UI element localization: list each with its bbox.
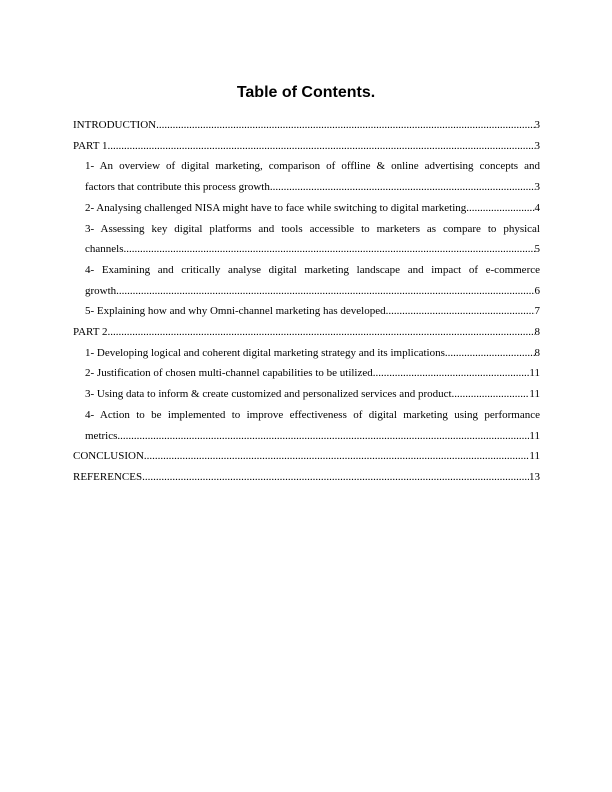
toc-entry-line	[73, 446, 540, 467]
toc-entry-line	[85, 177, 540, 198]
toc-entry-label: 5- Explaining how and why Omni-channel marketing has developed	[85, 305, 386, 318]
toc-entry[interactable]	[85, 363, 540, 384]
toc-entry-text-line: 4- Examining and critically analyse digital marketing landscape and impact of e-commerce	[85, 263, 540, 276]
table-of-contents	[73, 115, 540, 488]
toc-entry-line	[85, 384, 540, 405]
toc-page-number: 11	[529, 429, 540, 442]
toc-entry[interactable]	[85, 405, 540, 446]
toc-page-number: 6	[534, 284, 540, 297]
dot-leader	[108, 322, 535, 343]
dot-leader	[144, 446, 530, 467]
toc-entry[interactable]	[73, 467, 540, 488]
toc-entry-label: growth	[85, 284, 117, 297]
toc-entry-text-line: 1- An overview of digital marketing, comparison of offline & online advertising concepts and	[85, 160, 540, 173]
dot-leader	[466, 198, 534, 219]
toc-entry-label: 2- Analysing challenged NISA might have to face while switching to digital marketing	[85, 201, 467, 214]
toc-entry-line	[73, 322, 540, 343]
toc-page-number: 11	[529, 450, 540, 463]
toc-entry[interactable]	[85, 156, 540, 197]
toc-page-number: 13	[529, 470, 540, 483]
dot-leader	[386, 301, 535, 322]
dot-leader	[117, 426, 529, 447]
toc-entry[interactable]	[85, 384, 540, 405]
toc-entry-line	[85, 281, 540, 302]
toc-entry[interactable]	[73, 115, 540, 136]
dot-leader	[142, 467, 529, 488]
dot-leader	[445, 343, 535, 364]
toc-entry-label: 3- Using data to inform & create customized and personalized services and product	[85, 388, 452, 401]
dot-leader	[373, 363, 530, 384]
toc-entry-line	[85, 301, 540, 322]
dot-leader	[452, 384, 530, 405]
dot-leader	[116, 281, 534, 302]
toc-title: Table of Contents.	[236, 84, 376, 101]
toc-entry-label: metrics	[85, 429, 118, 442]
toc-entry-label: PART 2	[73, 326, 108, 339]
toc-entry-line	[85, 363, 540, 384]
toc-page-number: 4	[534, 201, 540, 214]
toc-entry-line	[73, 136, 540, 157]
toc-entry[interactable]	[85, 198, 540, 219]
toc-entry[interactable]	[85, 301, 540, 322]
toc-entry-line	[73, 115, 540, 136]
toc-page-number: 3	[534, 139, 540, 152]
toc-entry[interactable]	[85, 219, 540, 260]
toc-entry-label: 2- Justification of chosen multi-channel capabilities to be utilized	[85, 367, 373, 380]
toc-entry[interactable]	[73, 446, 540, 467]
toc-entry-line	[73, 467, 540, 488]
toc-page-number: 8	[534, 346, 540, 359]
toc-entry-text-line: 4- Action to be implemented to improve effectiveness of digital marketing using performance	[85, 408, 540, 421]
toc-entry[interactable]	[73, 322, 540, 343]
dot-leader	[123, 239, 534, 260]
toc-page-number: 11	[529, 388, 540, 401]
dot-leader	[156, 115, 534, 136]
toc-entry[interactable]	[85, 260, 540, 301]
toc-page-number: 3	[534, 181, 540, 194]
toc-page-number: 3	[534, 119, 540, 131]
toc-entry-label: channels	[85, 243, 124, 256]
toc-entry-label: factors that contribute this process growth	[85, 181, 270, 194]
toc-entry-label: PART 1	[73, 139, 108, 152]
toc-entry[interactable]	[73, 136, 540, 157]
toc-entry-label: INTRODUCTION	[73, 119, 157, 131]
toc-entry-line	[85, 239, 540, 260]
toc-page-number: 7	[534, 305, 540, 318]
toc-entry-label: CONCLUSION	[73, 450, 144, 463]
toc-entry[interactable]	[85, 343, 540, 364]
dot-leader	[270, 177, 535, 198]
dot-leader	[108, 136, 535, 157]
toc-page-number: 11	[529, 367, 540, 380]
toc-entry-label: REFERENCES	[73, 470, 143, 483]
toc-entry-line	[85, 426, 540, 447]
toc-entry-label: 1- Developing logical and coherent digital marketing strategy and its implications	[85, 346, 445, 359]
toc-entry-line	[85, 198, 540, 219]
toc-page-number: 8	[534, 326, 540, 339]
toc-entry-text-line: 3- Assessing key digital platforms and tools accessible to marketers as compare to physical	[85, 222, 540, 235]
toc-page-number: 5	[534, 243, 540, 256]
toc-entry-line	[85, 343, 540, 364]
